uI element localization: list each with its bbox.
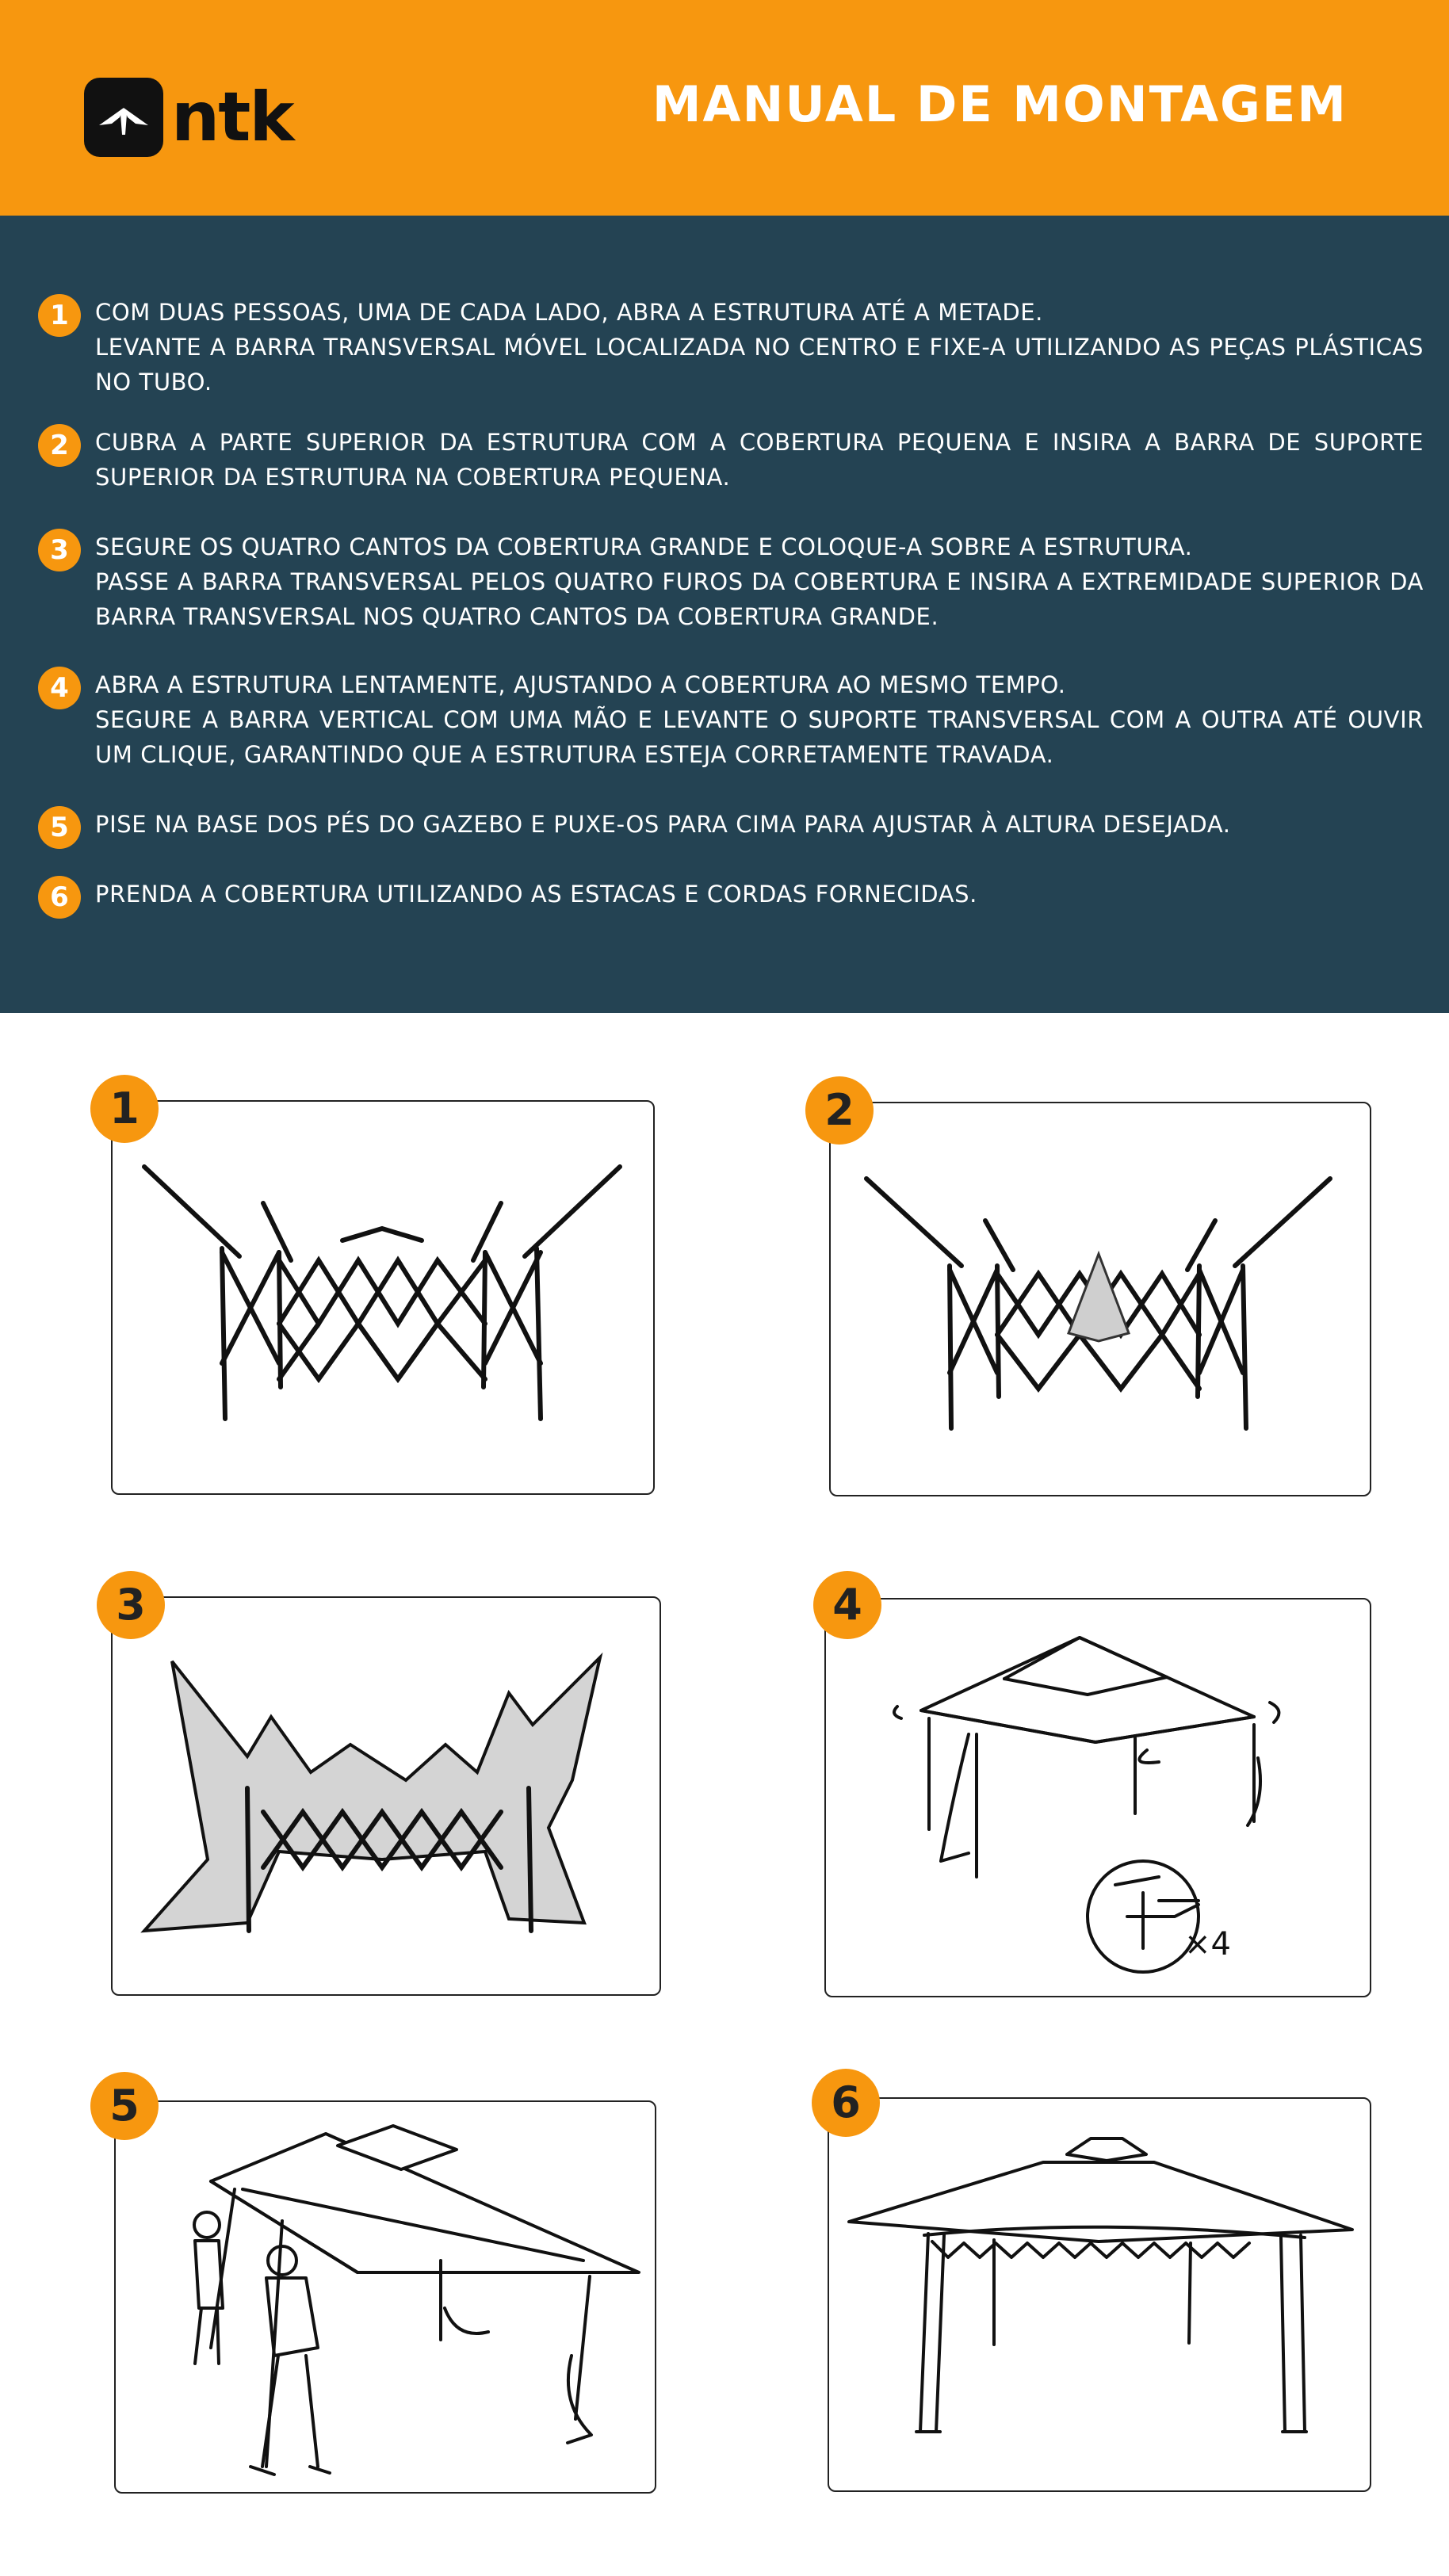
header-bar [0, 0, 1449, 216]
step-line: PRENDA A COBERTURA UTILIZANDO AS ESTACAS E CORDAS FORNECIDAS. [95, 881, 977, 908]
figure-number-badge: 2 [805, 1076, 874, 1145]
instruction-step-6 [38, 877, 1424, 919]
half-open-frame-illustration [113, 1102, 653, 1493]
step-text [95, 425, 1424, 495]
ntk-bird-logo-icon [84, 78, 163, 157]
instruction-step-3 [38, 529, 1424, 634]
step-line: ABRA A ESTRUTURA LENTAMENTE, AJUSTANDO A COBERTURA AO MESMO TEMPO. [95, 671, 1066, 698]
figure-2-card [829, 1102, 1371, 1496]
instruction-step-1 [38, 295, 1424, 399]
figure-number-badge: 1 [90, 1075, 159, 1143]
adjust-height-illustration [116, 2102, 655, 2492]
step-number-badge: 4 [38, 667, 81, 709]
step-text [95, 807, 1424, 842]
instruction-step-4 [38, 667, 1424, 772]
finished-gazebo-illustration [829, 2099, 1370, 2490]
step-number-badge: 5 [38, 806, 81, 849]
lock-quantity-callout: ×4 [1184, 1926, 1231, 1963]
step-number-badge: 3 [38, 529, 81, 571]
instruction-step-5 [38, 807, 1424, 849]
figure-4-card [824, 1598, 1371, 1997]
step-text [95, 295, 1424, 399]
step-line: CUBRA A PARTE SUPERIOR DA ESTRUTURA COM A COBERTURA PEQUENA E INSIRA A BARRA DE SUPORTE SUPERIOR DA ESTRUTURA NA COBERTURA PEQUENA. [95, 429, 1424, 491]
small-cover-on-frame-illustration [831, 1103, 1370, 1495]
step-number-badge: 6 [38, 876, 81, 919]
step-line: COM DUAS PESSOAS, UMA DE CADA LADO, ABRA A ESTRUTURA ATÉ A METADE. [95, 299, 1043, 326]
page-title: MANUAL DE MONTAGEM [652, 75, 1348, 133]
figure-3-card [111, 1596, 661, 1996]
step-line: PASSE A BARRA TRANSVERSAL PELOS QUATRO FUROS DA COBERTURA E INSIRA A EXTREMIDADE SUPERIOR DA BARRA TRANSVERSAL NOS QUATRO CANTOS DA COBERTURA GRANDE. [95, 568, 1424, 630]
large-cover-on-frame-illustration [113, 1598, 660, 1994]
step-text [95, 529, 1424, 634]
step-number-badge: 2 [38, 424, 81, 467]
step-line: LEVANTE A BARRA TRANSVERSAL MÓVEL LOCALIZADA NO CENTRO E FIXE-A UTILIZANDO AS PEÇAS PLÁSTICAS NO TUBO. [95, 334, 1424, 396]
figure-number-badge: 5 [90, 2072, 159, 2140]
figure-6-card [828, 2097, 1371, 2492]
figure-5-card [114, 2100, 656, 2494]
figure-number-badge: 4 [813, 1571, 881, 1639]
step-number-badge: 1 [38, 294, 81, 337]
figure-number-badge: 6 [812, 2069, 880, 2137]
brand-name: ntk [171, 78, 293, 157]
figure-number-badge: 3 [97, 1571, 165, 1639]
step-line: SEGURE A BARRA VERTICAL COM UMA MÃO E LEVANTE O SUPORTE TRANSVERSAL COM A OUTRA ATÉ OUVIR UM CLIQUE, GARANTINDO QUE A ESTRUTURA ESTEJA CORRETAMENTE TRAVADA. [95, 706, 1424, 768]
figure-1-card [111, 1100, 655, 1495]
step-text [95, 877, 1424, 912]
step-line: PISE NA BASE DOS PÉS DO GAZEBO E PUXE-OS PARA CIMA PARA AJUSTAR À ALTURA DESEJADA. [95, 811, 1231, 838]
step-text [95, 667, 1424, 772]
step-line: SEGURE OS QUATRO CANTOS DA COBERTURA GRANDE E COLOQUE-A SOBRE A ESTRUTURA. [95, 533, 1193, 560]
opening-gazebo-illustration [826, 1599, 1370, 1996]
brand-logo [84, 78, 293, 157]
instructions-panel [0, 216, 1449, 1013]
instruction-step-2 [38, 425, 1424, 495]
